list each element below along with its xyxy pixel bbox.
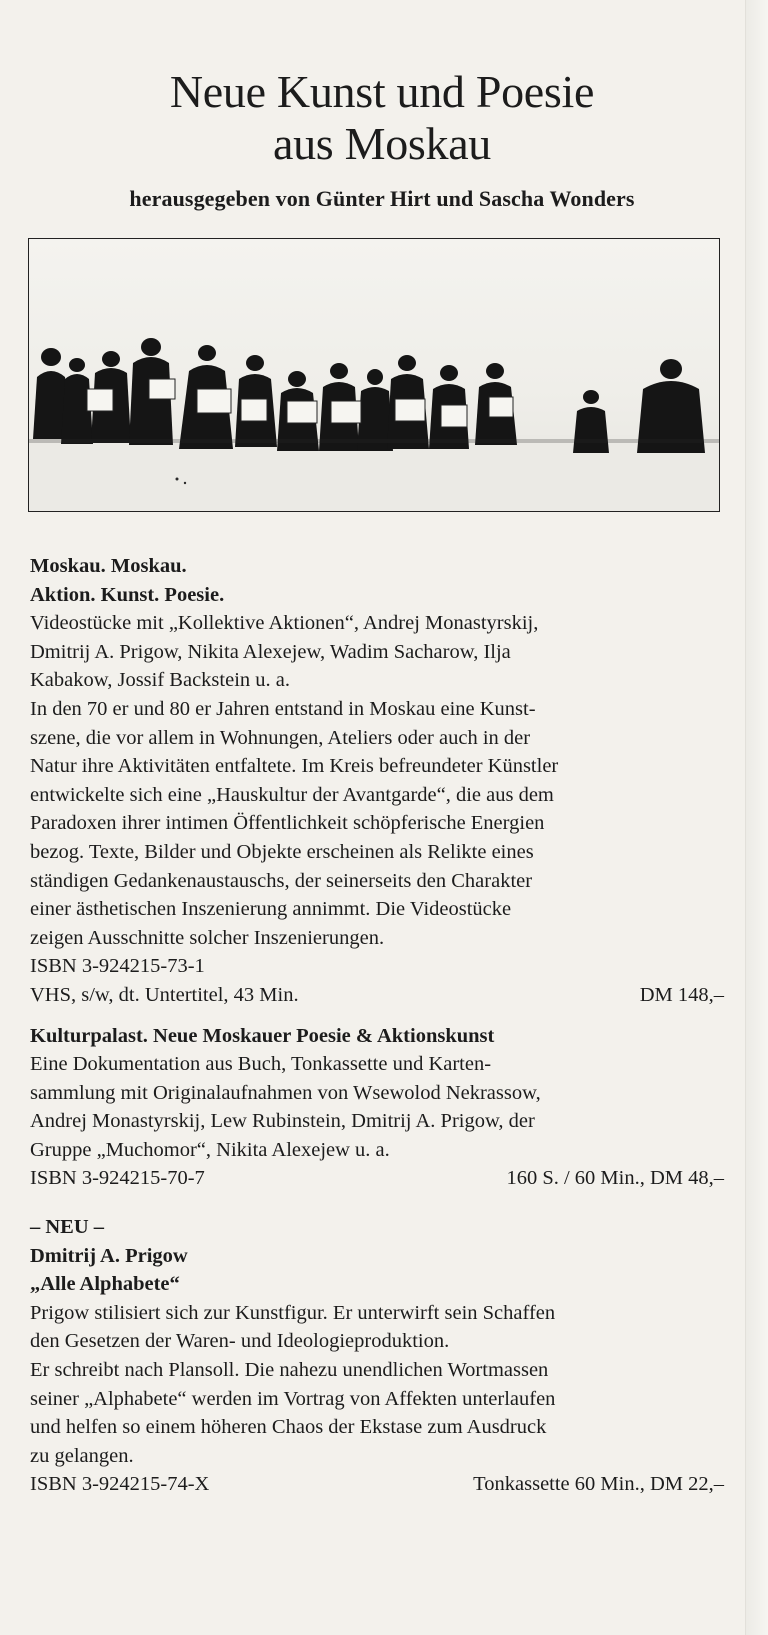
- item-body-line: Natur ihre Aktivitäten entfaltete. Im Kreis befreundeter Künstler: [30, 755, 559, 778]
- item-desc-line: Videostücke mit „Kollektive Aktionen“, Andrej Monastyrskij,: [30, 612, 539, 635]
- item-body-line: In den 70 er und 80 er Jahren entstand in Moskau eine Kunst-: [30, 697, 536, 720]
- item-title: Kulturpalast. Neue Moskauer Poesie & Aktionskunst: [30, 1024, 495, 1047]
- item-meta-row: [30, 1470, 724, 1499]
- item-body-line: seiner „Alphabete“ werden im Vortrag von Affekten unterlaufen: [30, 1387, 556, 1410]
- item-isbn: ISBN 3-924215-73-1: [30, 955, 205, 978]
- page-fold-edge: [745, 0, 768, 1635]
- new-badge: – NEU –: [30, 1216, 105, 1239]
- item-body-line: zeigen Ausschnitte solcher Inszenierungen.: [30, 926, 385, 949]
- page-title-line1: Neue Kunst und Poesie: [169, 66, 595, 117]
- item-body-line: Paradoxen ihrer intimen Öffentlichkeit schöpferische Energien: [30, 812, 545, 835]
- catalog-item-alphabete: [30, 1213, 724, 1499]
- item-body-line: Gruppe „Muchomor“, Nikita Alexejew u. a.: [30, 1138, 390, 1161]
- item-body-line: den Gesetzen der Waren- und Ideologieproduktion.: [30, 1330, 450, 1353]
- page-title: [28, 66, 736, 170]
- item-body-line: Prigow stilisiert sich zur Kunstfigur. Er unterwirft sein Schaffen: [30, 1301, 556, 1324]
- item-price: Tonkassette 60 Min., DM 22,–: [473, 1473, 724, 1496]
- item-title-line1: Moskau. Moskau.: [30, 555, 187, 577]
- page-title-line2: aus Moskau: [272, 118, 492, 169]
- performance-photo: [28, 238, 720, 512]
- editors-subtitle: herausgegeben von Günter Hirt und Sascha Wonders: [129, 186, 635, 211]
- catalog-list: [30, 552, 724, 1499]
- item-price: 160 S. / 60 Min., DM 48,–: [506, 1167, 724, 1190]
- item-body-line: ständigen Gedankenaustauschs, der seinerseits den Charakter: [30, 869, 533, 892]
- item-body-line: entwickelte sich eine „Hauskultur der Avantgarde“, die aus dem: [30, 783, 554, 806]
- item-body-line: szene, die vor allem in Wohnungen, Ateliers oder auch in der: [30, 726, 531, 749]
- photo-illustration: [29, 239, 720, 512]
- item-body-line: einer ästhetischen Inszenierung annimmt. Die Videostücke: [30, 898, 512, 921]
- item-title-line2: „Alle Alphabete“: [30, 1273, 180, 1296]
- item-format: VHS, s/w, dt. Untertitel, 43 Min.: [30, 983, 299, 1006]
- item-body-line: bezog. Texte, Bilder und Objekte erscheinen als Relikte eines: [30, 840, 534, 863]
- item-body-line: und helfen so einem höheren Chaos der Ekstase zum Ausdruck: [30, 1416, 547, 1439]
- catalog-item-moskau: [30, 552, 724, 1010]
- item-body-line: Er schreibt nach Plansoll. Die nahezu unendlichen Wortmassen: [30, 1359, 549, 1382]
- item-body-line: zu gelangen.: [30, 1444, 134, 1467]
- item-meta-row: [30, 1164, 724, 1193]
- item-body-line: sammlung mit Originalaufnahmen von Wsewolod Nekrassow,: [30, 1081, 541, 1104]
- item-title-line1: Dmitrij A. Prigow: [30, 1244, 188, 1267]
- item-desc-line: Dmitrij A. Prigow, Nikita Alexejew, Wadim Sacharow, Ilja: [30, 640, 511, 663]
- item-desc-line: Kabakow, Jossif Backstein u. a.: [30, 669, 290, 692]
- item-price: DM 148,–: [639, 983, 724, 1006]
- item-body-line: Eine Dokumentation aus Buch, Tonkassette und Karten-: [30, 1053, 492, 1076]
- item-isbn: ISBN 3-924215-70-7: [30, 1167, 205, 1190]
- item-isbn: ISBN 3-924215-74-X: [30, 1473, 210, 1496]
- item-title-line2: Aktion. Kunst. Poesie.: [30, 583, 225, 606]
- item-body-line: Andrej Monastyrskij, Lew Rubinstein, Dmitrij A. Prigow, der: [30, 1110, 535, 1133]
- catalog-item-kulturpalast: [30, 1022, 724, 1194]
- item-meta-row: [30, 981, 724, 1010]
